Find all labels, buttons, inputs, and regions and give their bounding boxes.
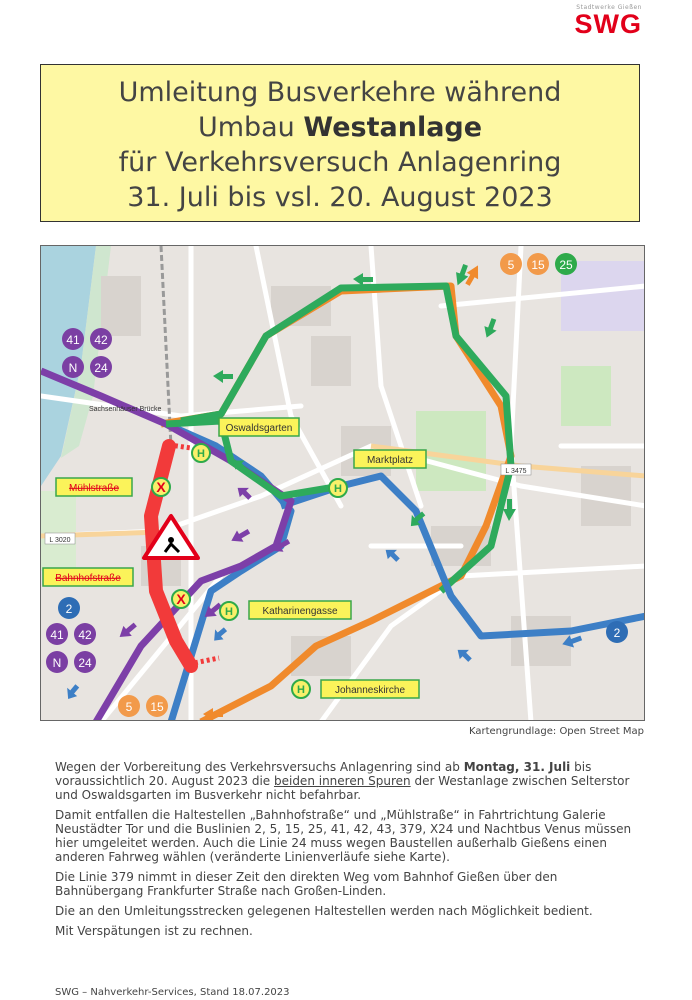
map-credit: Kartengrundlage: Open Street Map <box>468 726 644 737</box>
line-badge: 25 <box>559 258 573 272</box>
stop-marker-katharinengasse <box>220 602 238 620</box>
stop-label-bahnhofstrasse: Bahnhofstraße <box>55 573 121 584</box>
title-line-2-prefix: Umbau <box>197 112 304 143</box>
line-badge: 15 <box>531 258 545 272</box>
closed-stop-muehlstrasse <box>152 478 170 496</box>
line-badge: 2 <box>613 626 621 640</box>
paragraph-2: Damit entfallen die Haltestellen „Bahnhofstraße“ und „Mühlstraße“ in Fahrtrichtung Galerie Neustädter Tor und die Buslinien 2, 5, 15, 25, 41, 42, 43, 379, X24 und Nachtbus Venus müssen hier umgeleitet werden. Auch die Linie 24 muss wegen Baustellen außerhalb Gießens einen anderen Fahrweg wählen (veränderte Linienverläufe siehe Karte). <box>55 808 632 864</box>
p1-text-a: Wegen der Vorbereitung des Verkehrsversuchs Anlagenring sind ab <box>55 760 464 774</box>
stop-label-johanneskirche: Johanneskirche <box>334 685 406 696</box>
title-line-2 <box>41 110 639 145</box>
closed-stop-bahnhofstrasse <box>172 590 190 608</box>
line-badge: 2 <box>65 602 73 616</box>
stop-symbol: H <box>334 483 342 495</box>
badges-right <box>606 621 628 643</box>
title-line-2-bold: Westanlage <box>303 112 483 143</box>
stop-label-oswaldsgarten: Oswaldsgarten <box>225 423 293 434</box>
detour-map <box>40 245 645 721</box>
p1-text-c: der Westanlage zwischen Selterstor und Oswaldsgarten im Busverkehr nicht befahrbar. <box>55 774 630 802</box>
line-badge: 5 <box>507 258 515 272</box>
p1-text-b: bis voraussichtlich 20. August 2023 die <box>55 760 592 788</box>
title-line-4: 31. Juli bis vsl. 20. August 2023 <box>127 182 553 213</box>
closed-symbol: X <box>176 591 186 607</box>
paragraph-3: Die Linie 379 nimmt in dieser Zeit den direkten Weg vom Bahnhof Gießen über den Bahnübergang Frankfurter Straße nach Großen-Linden. <box>55 870 558 898</box>
logo-subtitle: Stadtwerke Gießen <box>576 4 642 11</box>
p1-underline: beiden inneren Spuren <box>273 774 411 788</box>
footer: SWG – Nahverkehr-Services, Stand 18.07.2023 <box>55 987 290 998</box>
stop-label-muehlstrasse: Mühlstraße <box>68 483 120 494</box>
line-badge: 42 <box>94 333 108 347</box>
swg-logo <box>575 4 643 37</box>
closed-symbol: X <box>156 479 166 495</box>
paragraph-1 <box>55 760 645 802</box>
street-label-l3020: L 3020 <box>49 537 71 544</box>
stop-marker-johanneskirche <box>292 680 310 698</box>
line-badge: 24 <box>78 656 92 670</box>
line-badge: 5 <box>125 700 133 714</box>
title-line-3: für Verkehrsversuch Anlagenring <box>118 147 562 178</box>
street-label-sachsenhaeuser: Sachsenhäuser Brücke <box>89 406 162 413</box>
stop-label-katharinengasse: Katharinengasse <box>262 606 338 617</box>
stop-symbol: H <box>197 448 205 460</box>
line-badge: 41 <box>66 333 80 347</box>
stop-symbol: H <box>297 684 305 696</box>
badges-top-right <box>500 253 577 275</box>
paragraph-4: Die an den Umleitungsstrecken gelegenen Haltestellen werden nach Möglichkeit bedient. <box>55 904 593 918</box>
line-badge: 15 <box>150 700 164 714</box>
line-badge: 42 <box>78 628 92 642</box>
line-badge: N <box>52 656 62 670</box>
stop-label-marktplatz: Marktplatz <box>366 455 414 466</box>
street-label-l3475: L 3475 <box>505 468 527 475</box>
line-badge: 41 <box>50 628 64 642</box>
logo-text: SWG <box>574 9 642 39</box>
stop-marker-oswaldsgarten <box>192 444 210 462</box>
line-badge: 24 <box>94 361 108 375</box>
stop-marker-marktplatz <box>329 479 347 497</box>
line-badge: N <box>68 361 78 375</box>
body-text <box>55 760 645 944</box>
p1-bold: Montag, 31. Juli <box>463 760 571 774</box>
title-line-1: Umleitung Busverkehre während <box>118 77 562 108</box>
stop-symbol: H <box>225 606 233 618</box>
paragraph-5: Mit Verspätungen ist zu rechnen. <box>55 924 253 938</box>
title-box <box>40 64 640 222</box>
